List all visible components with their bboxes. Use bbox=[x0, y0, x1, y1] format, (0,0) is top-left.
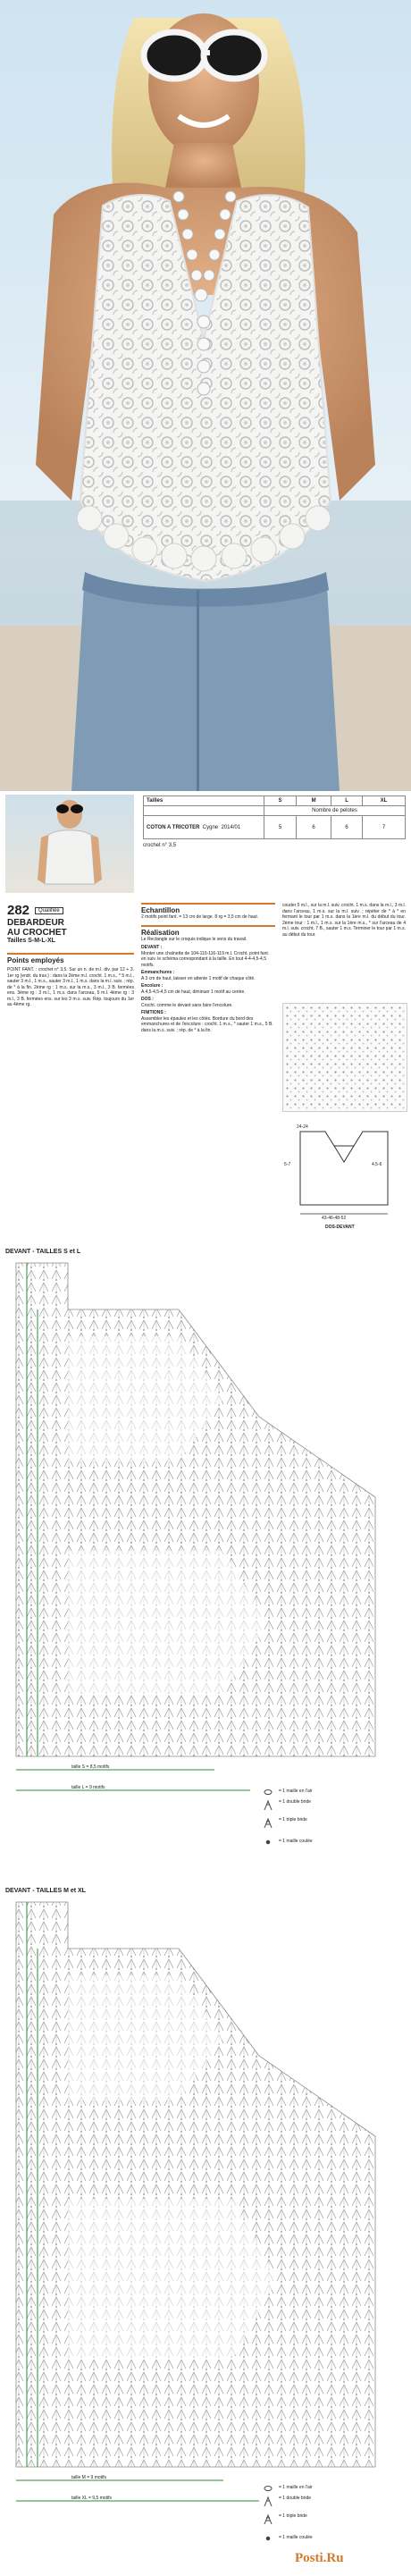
motif-swatch bbox=[282, 1003, 407, 1112]
right-body: couder 5 m.l., sur la m.l. suiv. crocht. 1 m.s. dans la m.l., 3 m.l. dans l'arceau, 1 m.s. sur la m.l. suiv. ; répéter de * à * en fermant le tour par 1 m.s. dans la 1ère m.l. du début du tour. 2ème tour : 1 m.l., 1 m.s. sur la 1ère m.s., * sur l'arceau de 4 m.l. suiv. crocht. 7 B., sauter 1 m.s. Terminer le tour par 1 m.s. au début du tour. bbox=[282, 903, 407, 938]
model-photo-illustration bbox=[0, 0, 411, 791]
chart2-size-label2: taille XL = 9,5 motifs bbox=[71, 2496, 112, 2501]
balls-subheader: Nombre de pelotes bbox=[264, 806, 406, 816]
qty-m: 6 bbox=[296, 816, 331, 839]
model-thumbnail bbox=[5, 795, 134, 893]
difficulty-badge: Qualifiée bbox=[35, 907, 63, 914]
chart-devant-s-l bbox=[0, 1249, 411, 1874]
dim-width: 43-46-48-52 bbox=[322, 1216, 347, 1221]
dim-shoulder: 24-24 bbox=[297, 1124, 308, 1130]
right-column bbox=[282, 903, 407, 1230]
devant-body: Monter une chaînette de 104-110-116-119 m.l. Crocht. point fant. en suiv. le schéma correspondant à la taille. En tout 4-4-4,5-4,5 motifs. bbox=[141, 950, 270, 968]
size-table bbox=[143, 796, 406, 849]
model-number: 282 bbox=[7, 903, 30, 918]
size-table-header: Tailles bbox=[144, 796, 264, 806]
chart1-legend-trtr: = 1 triple bride bbox=[279, 1817, 307, 1823]
dim-armhole: 4,5-6 bbox=[372, 1162, 382, 1167]
points-body: POINT FANT. : crochet n° 3,5. Sur un n. de m.l. div. par 12 + 3. 1er rg (endr. du trav.) : dans la 2ème m.l. crocht. 1 m.s., * 5 m.l., sauter 3 m.l., 1 m.s., sauter 3 m.l., 1 m.s. dans la m.l. suiv. ; rép. de * à la fin. 2ème rg : 1 m.s. sur la m.s., 3 m.l., 3 B. fermées ens. 3ème rg : 3 m.l., 1 m.s. dans l'arceau, 5 m.l. 4ème rg : 3 m.l., 3 B. fermées ens. sur les 3 m.s. suiv. Rép. toujours du 1er au 4ème rg. bbox=[7, 967, 134, 1007]
model-title-block bbox=[7, 903, 132, 944]
size-s: S bbox=[264, 796, 297, 806]
model-title-line2: AU CROCHET bbox=[7, 928, 67, 938]
model-sizes: Tailles S-M-L-XL bbox=[7, 938, 55, 944]
chart1-size-label2: taille L = 9 motifs bbox=[71, 1785, 105, 1790]
echantillon-body: 2 motifs point fant. = 13 cm de large. 8 rg = 3,5 cm de haut. bbox=[141, 914, 259, 920]
realisation-intro: Le Rectangle sur le croquis indique le sens du travail. bbox=[141, 936, 247, 942]
yarn-name: COTON A TRICOTER bbox=[147, 824, 200, 830]
qty-l: 6 bbox=[331, 816, 363, 839]
yarn-ref: 2014/01 bbox=[221, 824, 241, 830]
model-thumbnail-illustration bbox=[5, 795, 134, 893]
chart2-size-label: taille M = 9 motifs bbox=[71, 2475, 107, 2480]
finitions-body: Assembler les épaules et les côtés. Bordure du bord des emmanchures et de l'encolure : crocht. 1 m.s., * sauter 1 m.s., 5 B. dans la m.s. suiv. ; rép. de * à la fin. bbox=[141, 1015, 273, 1033]
emmanchures-body: A 3 cm de haut, laisser en attente 1 motif de chaque côté. bbox=[141, 975, 256, 981]
chart1-legend-dtr: = 1 double bride bbox=[279, 1799, 312, 1805]
qty-xl: 7 bbox=[362, 816, 405, 839]
chart2-title: DEVANT - TAILLES M et XL bbox=[5, 1888, 86, 1894]
hook-size: crochet n° 3,5 bbox=[143, 843, 177, 848]
encolure-title: Encolure : bbox=[141, 983, 164, 989]
size-xl: XL bbox=[362, 796, 405, 806]
chart2-diagram bbox=[0, 1895, 411, 2576]
finitions-title: FINITIONS : bbox=[141, 1010, 166, 1015]
garment-schematic bbox=[282, 1115, 406, 1241]
left-column bbox=[7, 953, 134, 1008]
dos-body: Crocht. comme le devant sans faire l'encolure. bbox=[141, 1002, 233, 1008]
chart1-diagram bbox=[0, 1256, 411, 1874]
points-heading: Points employés bbox=[7, 953, 134, 964]
chart1-legend-chain: = 1 maille en l'air bbox=[279, 1789, 313, 1794]
pattern-sheet bbox=[0, 903, 411, 1247]
chart2-legend-dtr: = 1 double bride bbox=[279, 2496, 312, 2501]
emmanchures-title: Emmanchures : bbox=[141, 970, 175, 975]
chart2-legend-chain: = 1 maille en l'air bbox=[279, 2485, 313, 2490]
yarn-color: Cygne bbox=[202, 824, 219, 830]
realisation-heading: Réalisation bbox=[141, 925, 275, 937]
chart1-title: DEVANT - TAILLES S et L bbox=[5, 1249, 81, 1255]
chart2-legend-trtr: = 1 triple bride bbox=[279, 2513, 307, 2519]
chart1-size-label: taille S = 8,5 motifs bbox=[71, 1764, 110, 1770]
devant-title: DEVANT : bbox=[141, 945, 163, 950]
dos-title: DOS : bbox=[141, 997, 154, 1002]
schema-label: DOS-DEVANT bbox=[325, 1225, 355, 1230]
dim-depth: 5-7 bbox=[284, 1162, 291, 1167]
watermark: Posti.Ru bbox=[295, 2551, 344, 2565]
model-photo bbox=[0, 0, 411, 791]
size-l: L bbox=[331, 796, 363, 806]
qty-s: 5 bbox=[264, 816, 297, 839]
chart2-legend-slst: = 1 maille coulée bbox=[279, 2535, 313, 2540]
chart1-legend-slst: = 1 maille coulée bbox=[279, 1839, 313, 1844]
encolure-body: A 4,5-4,5-4,5 cm de haut, diminuer 1 motif au centre. bbox=[141, 989, 246, 995]
size-m: M bbox=[296, 796, 331, 806]
echantillon-heading: Echantillon bbox=[141, 903, 275, 914]
chart-devant-m-xl bbox=[0, 1888, 411, 2576]
header-strip bbox=[0, 792, 411, 901]
model-title-line1: DEBARDEUR bbox=[7, 918, 64, 928]
mid-column bbox=[141, 903, 275, 1033]
